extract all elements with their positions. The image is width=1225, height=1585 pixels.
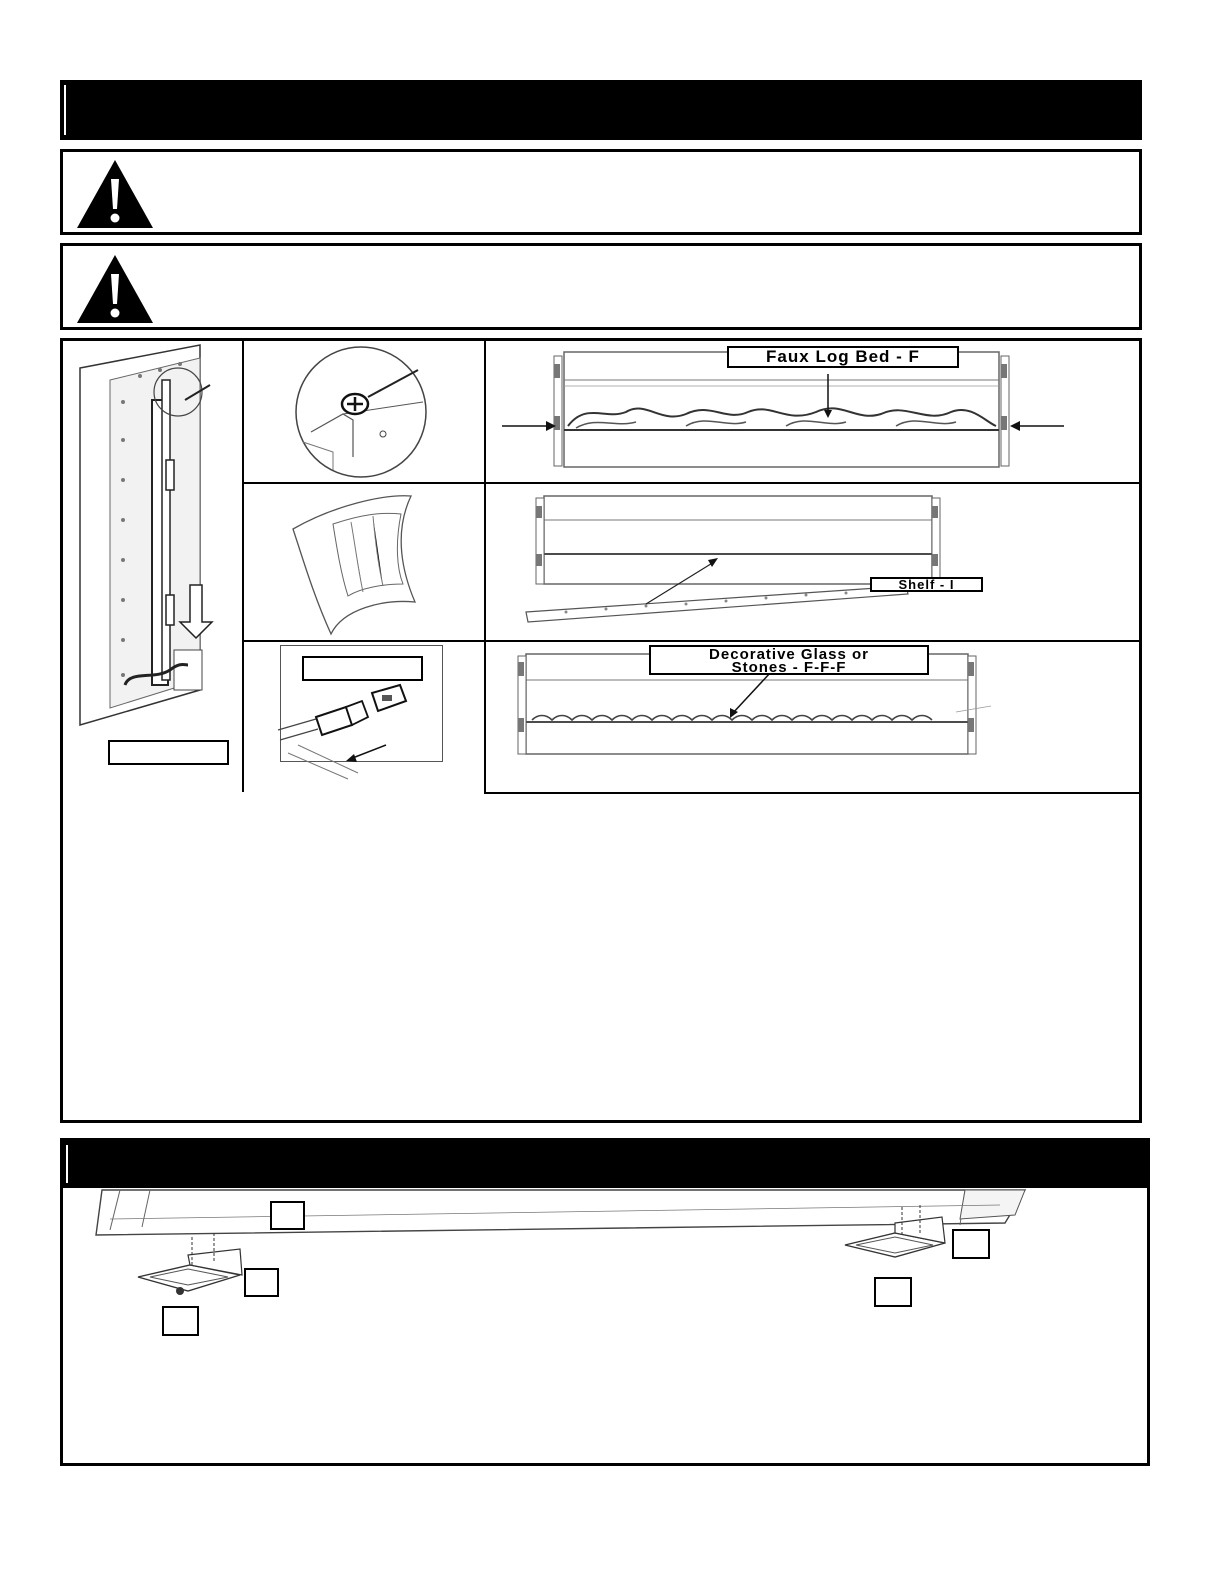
warning-triangle-icon [74, 157, 156, 231]
part-callout-box [874, 1277, 912, 1307]
part-callout-box [162, 1306, 199, 1336]
wall-mount-illustration [70, 340, 240, 760]
decorative-glass-label-line-1: Decorative Glass or [709, 646, 869, 663]
decorative-glass-label-line-2: Stones - F-F-F [731, 659, 847, 676]
figure-caption-box [108, 740, 229, 765]
warning-box-1 [60, 149, 1142, 235]
section-header-bar-1 [60, 80, 1142, 140]
section-header-bar-2 [62, 1140, 1148, 1188]
part-callout-box [244, 1268, 279, 1297]
part-callout-box [952, 1229, 990, 1259]
faux-log-bed-label: Faux Log Bed - F [727, 346, 959, 368]
warning-triangle-icon [74, 252, 156, 326]
screw-closeup-illustration [243, 342, 483, 482]
decorative-glass-label [649, 645, 929, 675]
curved-mesh-illustration [243, 484, 483, 640]
grid-divider [484, 792, 1140, 794]
plug-connector-illustration [258, 645, 458, 775]
warning-box-2 [60, 243, 1142, 330]
part-callout-box [270, 1201, 305, 1230]
shelf-illustration [486, 484, 1136, 640]
shelf-label: Shelf - I [870, 577, 983, 592]
leg-assembly-illustration [80, 1185, 1080, 1335]
